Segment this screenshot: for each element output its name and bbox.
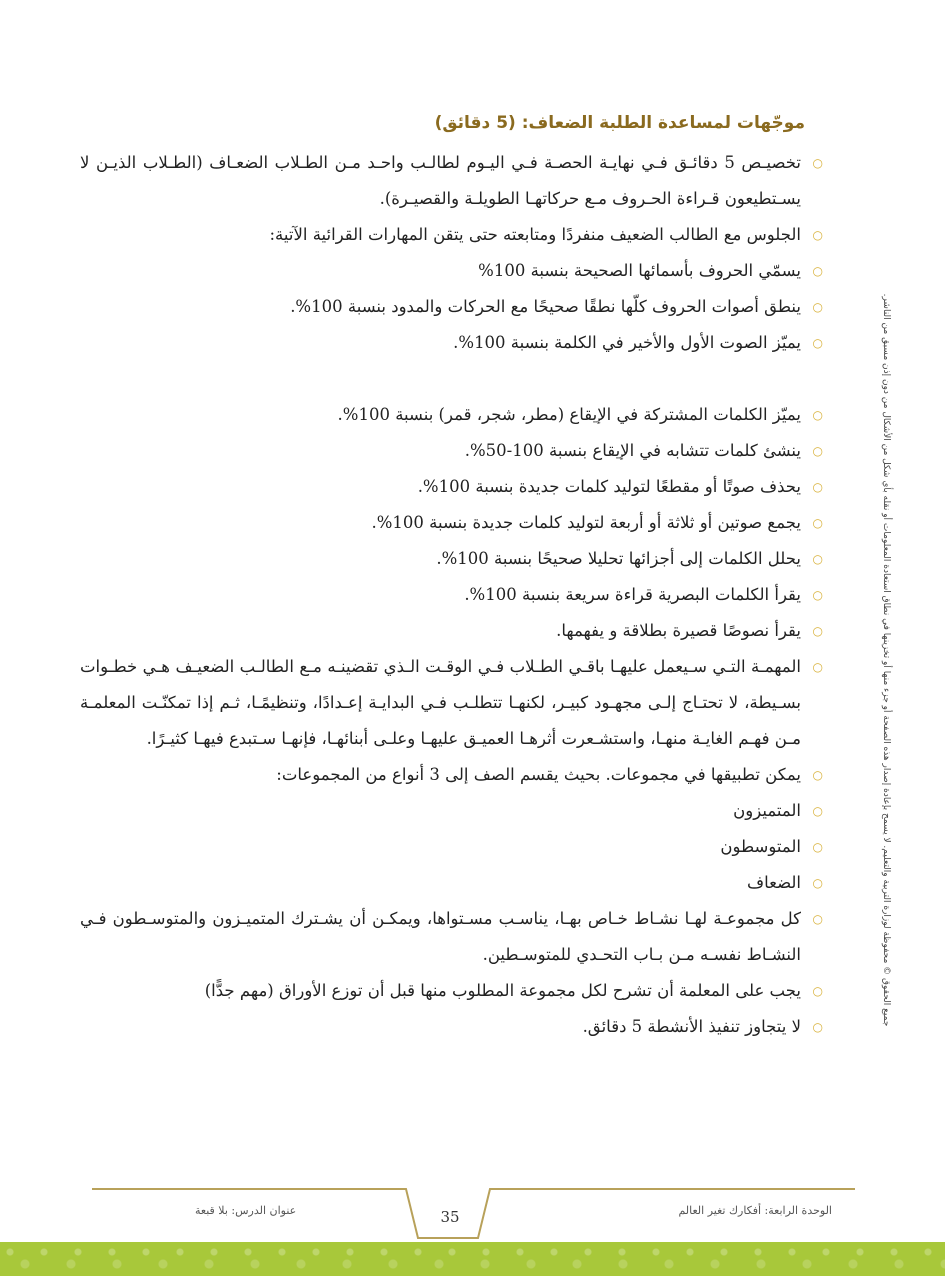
list-item: ○ يجب على المعلمة أن تشرح لكل مجموعة المطلوب منها قبل أن توزع الأوراق (مهم جدًّا) [80,973,825,1009]
bullet-icon: ○ [812,840,823,854]
list-item: ○ يميّز الكلمات المشتركة في الإيقاع (مطر، شجر، قمر) بنسبة 100%. [80,397,825,433]
list-item: ○ يمكن تطبيقها في مجموعات. بحيث يقسم الصف إلى 3 أنواع من المجموعات: [80,757,825,793]
list-item: ○ كل مجموعـة لهـا نشـاط خـاص بهـا، يناسـب مسـتواها، ويمكـن أن يشـترك المتميـزون والمتوسـطون فـي النشـاط نفسـه مـن بـاب التحـدي للمتوسـطين. [80,901,825,973]
bullet-icon: ○ [812,156,823,170]
footer-band [0,1242,945,1276]
bullet-icon: ○ [812,624,823,638]
list-item: ○ الضعاف [80,865,825,901]
bullet-icon: ○ [812,264,823,278]
list-item: ○ يحلل الكلمات إلى أجزائها تحليلا صحيحًا بنسبة 100%. [80,541,825,577]
bullet-icon: ○ [812,300,823,314]
list-item: ○ يحذف صوتًا أو مقطعًا لتوليد كلمات جديدة بنسبة 100%. [80,469,825,505]
bullet-icon: ○ [812,912,823,926]
list-item: ○ المهمـة التـي سـيعمل عليهـا باقـي الطـلاب فـي الوقـت الـذي تقضينـه مـع الطالـب الضعيـف هـي خطـوات بسـيطة، لا تحتـاج إلـى مجهـود كبيـر، لكنهـا تتطلـب فـي البدايـة إعـدادًا، وتنظيمًـا، ثـم إذا تمكنّـت المعلمـة مـن فهـم الغايـة منهـا، واستشـعرت أثرهـا العميـق عليهـا وعلـى أبنائهـا، فإنهـا سـتبدع فيهـا كثيـرًا. [80,649,825,757]
bullet-icon: ○ [812,588,823,602]
list-item: ○ المتميزون [80,793,825,829]
spacer [80,361,825,397]
bullet-icon: ○ [812,516,823,530]
list-item: ○ يقرأ الكلمات البصرية قراءة سريعة بنسبة 100%. [80,577,825,613]
list-item: ○ يجمع صوتين أو ثلاثة أو أربعة لتوليد كلمات جديدة بنسبة 100%. [80,505,825,541]
content-list [80,145,825,1045]
bullet-icon: ○ [812,660,823,674]
bullet-icon: ○ [812,804,823,818]
bullet-icon: ○ [812,1020,823,1034]
list-item: ○ يقرأ نصوصًا قصيرة بطلاقة و يفهمها. [80,613,825,649]
list-item: ○ تخصيـص 5 دقائـق فـي نهايـة الحصـة فـي اليـوم لطالـب واحـد مـن الطـلاب الضعـاف (الطـلاب الذيـن لا يسـتطيعون قـراءة الحـروف مـع حركاتهـا الطويلـة والقصيـرة). [80,145,825,217]
bullet-icon: ○ [812,768,823,782]
list-item: ○ ينشئ كلمات تتشابه في الإيقاع بنسبة 100-50%. [80,433,825,469]
bullet-icon: ○ [812,228,823,242]
bullet-icon: ○ [812,552,823,566]
list-item: ○ ينطق أصوات الحروف كلّها نطقًا صحيحًا مع الحركات والمدود بنسبة 100%. [80,289,825,325]
section-heading: موجّهات لمساعدة الطلبة الضعاف: (5 دقائق) [434,113,805,133]
bullet-icon: ○ [812,876,823,890]
list-item: ○ يميّز الصوت الأول والأخير في الكلمة بنسبة 100%. [80,325,825,361]
bullet-icon: ○ [812,480,823,494]
footer-unit-title: الوحدة الرابعة: أفكارك تغير العالم [678,1204,832,1217]
bullet-icon: ○ [812,444,823,458]
copyright-sidenote: جميع الحقوق © محفوظة لوزارة التربية والتعليم. لا يسمح بإعادة إصدار هذه الصفحة أو جزء منها أو تخزينها في نطاق استعادة المعلومات أو نقله بأي شكل من الأشكال من دون إذن مسبق من الناشر. [881,293,891,1027]
list-item: ○ الجلوس مع الطالب الضعيف منفردًا ومتابعته حتى يتقن المهارات القرائية الآتية: [80,217,825,253]
bullet-icon: ○ [812,984,823,998]
list-item: ○ المتوسطون [80,829,825,865]
bullet-icon: ○ [812,336,823,350]
list-item: ○ لا يتجاوز تنفيذ الأنشطة 5 دقائق. [80,1009,825,1045]
page-number: 35 [440,1208,460,1226]
footer-lesson-title: عنوان الدرس: بلا قبعة [195,1204,297,1217]
list-item: ○ يسمّي الحروف بأسمائها الصحيحة بنسبة 100% [80,253,825,289]
bullet-icon: ○ [812,408,823,422]
